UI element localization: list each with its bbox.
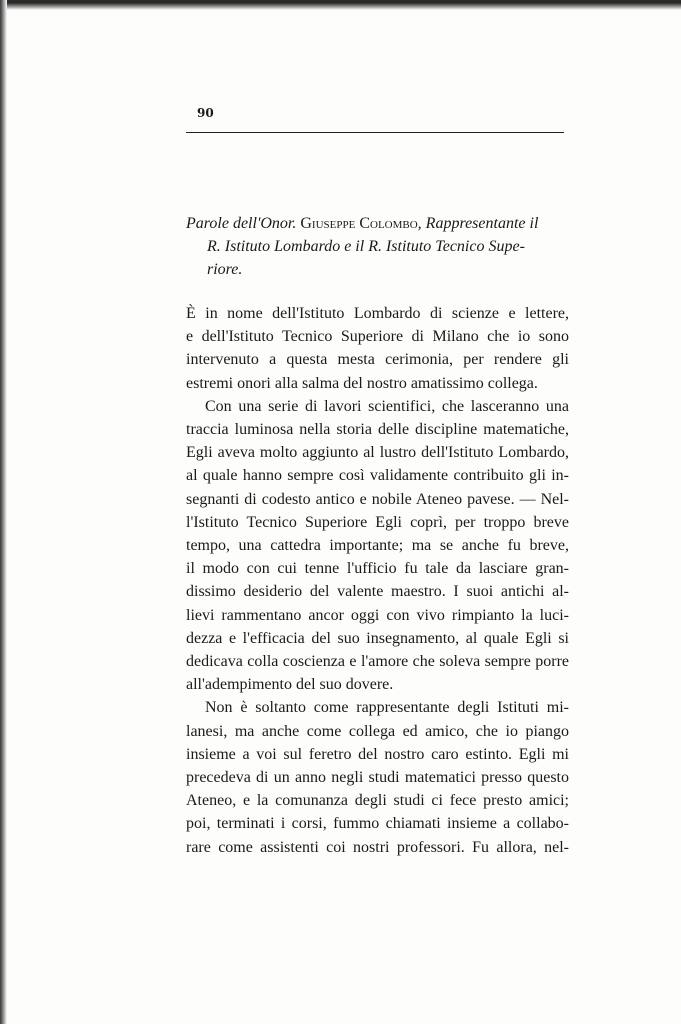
body-line: segnanti di codesto antico e nobile Ateneo pavese. — Nel-	[186, 490, 569, 508]
body-line: e dell'Istituto Tecnico Superiore di Milano che io sono	[186, 328, 569, 346]
body-line: dezza e l'efficacia del suo insegnamento, al quale Egli si	[186, 629, 569, 647]
body-line: lievi rammentano ancor oggi con vivo rimpianto la luci-	[186, 606, 569, 624]
body-line: Egli aveva molto aggiunto al lustro dell'Istituto Lombardo,	[186, 444, 569, 462]
body-line: intervenuto a questa mesta cerimonia, per rendere gli	[186, 351, 569, 369]
body-line: dissimo desiderio del valente maestro. I suoi antichi al-	[186, 583, 569, 601]
body-line: precedeva di un anno negli studi matematici presso questo	[186, 769, 569, 787]
heading-line-1	[186, 212, 566, 235]
heading-speaker-prefix: Parole dell'Onor.	[186, 215, 301, 232]
body-line: lanesi, ma anche come collega ed amico, che io piango	[186, 722, 569, 740]
body-line: insieme a voi sul feretro del nostro caro estinto. Egli mi	[186, 745, 569, 763]
body-line: all'adempimento del suo dovere.	[186, 676, 394, 694]
scan-top-edge	[0, 0, 681, 10]
page-number: 90	[197, 106, 214, 120]
header-rule	[186, 132, 564, 133]
body-line: l'Istituto Tecnico Superiore Egli coprì, per troppo breve	[186, 513, 569, 531]
body-line: Ateneo, e la comunanza degli studi ci fece presto amici;	[186, 792, 569, 810]
body-line: dedicava colla coscienza e l'amore che soleva sempre porre	[186, 653, 569, 671]
section-heading	[186, 212, 566, 281]
body-line: È in nome dell'Istituto Lombardo di scienze e lettere,	[186, 305, 569, 322]
body-line: Con una serie di lavori scientifici, che lasceranno una	[205, 397, 569, 415]
body-line: poi, terminati i corsi, fummo chiamati insieme a collabo-	[186, 815, 569, 833]
scan-left-edge	[0, 0, 7, 1024]
heading-speaker-name: Giuseppe Colombo	[300, 215, 418, 232]
body-line: al quale hanno sempre così validamente contribuito gli in-	[186, 467, 569, 485]
body-line: rare come assistenti coi nostri professori. Fu allora, nel-	[186, 838, 569, 856]
body-line: tempo, una cattedra importante; ma se anche fu breve,	[186, 537, 569, 555]
body-line: Non è soltanto come rappresentante degli Istituti mi-	[205, 699, 569, 717]
body-line: il modo con cui tenne l'ufficio fu tale da lasciare gran-	[186, 560, 569, 578]
heading-line-3: riore.	[207, 261, 243, 278]
body-line: estremi onori alla salma del nostro amatissimo collega.	[186, 374, 538, 392]
heading-line-2: R. Istituto Lombardo e il R. Istituto Tecnico Supe-	[207, 238, 525, 255]
heading-role: , Rappresentante il	[417, 215, 539, 232]
body-text	[186, 302, 569, 859]
body-line: traccia luminosa nella storia delle discipline matematiche,	[186, 421, 569, 439]
